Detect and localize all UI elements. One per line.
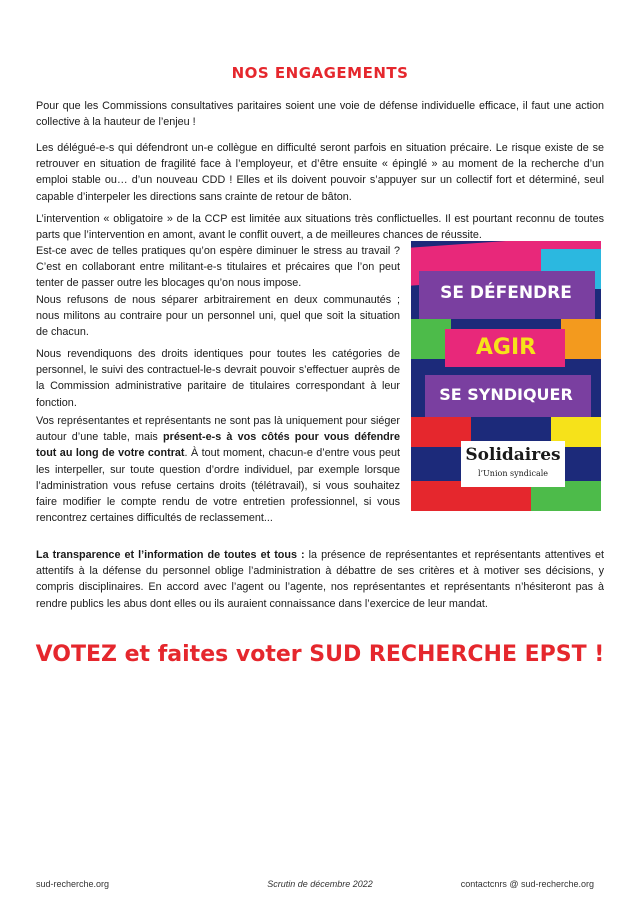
paragraph-intro: Pour que les Commissions consultatives paritaires soient une voie de défense individuelle efficace, il faut une action collective à la hauteur de l’enjeu ! [36, 100, 604, 129]
vote-call-to-action: VOTEZ et faites voter SUD RECHERCHE EPST ! [35, 642, 605, 667]
transparency-heading: La transparence et l’information de toutes et tous : [36, 549, 305, 561]
representatives-text-end: . À tout moment, chacun-e d’entre vous peut les interpeller, sur toute question d’ordre individuel, par exemple lorsque l’administration vous refuse certains droits (télétravail), si vous souhaitez faire modifier le compte rendu de votre entretien professionnel, si vous rencontrez certaines difficultés de reclassement... [36, 447, 400, 525]
footer-ballot-date: Scrutin de décembre 2022 [267, 879, 373, 889]
logo-title: Solidaires [465, 445, 561, 465]
logo-subtitle: l’Union syndicale [477, 469, 549, 478]
paragraph-ccp: L’intervention « obligatoire » de la CCP est limitée aux situations très conflictuelles. Il est pourtant reconnu de toutes parts que l’intervention en amont, avant le conflit ouvert, a de meilleures chances de réussite. [36, 213, 604, 242]
footer-website: sud-recherche.org [36, 879, 110, 889]
transparency-text: la présence de représentantes et représentants attentives et attentifs à la défense du personnel oblige l’administration à débattre de ses critères et à motiver ses décisions, y compris disciplinaires. En accord avec l’agent ou l’agente, nos représentantes et représentants n’hésiteront pas à rendre publics les abus dont elles ou ils auraient connaissance dans l’exercice de leur mandat. [36, 549, 604, 610]
paragraph-stress: Est-ce avec de telles pratiques qu’on espère diminuer le stress au travail ? C’est en collaborant entre militant-e-s titulaires et précaires que l’on peut tenter de passer outre les blocages qu’on nous impose. [36, 245, 400, 290]
paragraph-delegates: Les délégué-e-s qui défendront un-e collègue en difficulté seront parfois en situation précaire. Le risque existe de se retrouver en situation de fragilité face à l’employeur, et d’être ensuite « épinglé » au moment de la recherche d’un emploi stable ou… d’un nouveau CDD ! Elles et ils doivent pouvoir s’appuyer sur un collectif fort et déterminé, seul capable d’interpeler les directions sans crainte de retour de bâton. [36, 142, 604, 203]
paragraph-unity: Nous refusons de nous séparer arbitrairement en deux communautés ; nous militons au contraire pour un personnel uni, quel que soit la situation de chacun. [36, 294, 400, 339]
poster-line-agir: AGIR [475, 335, 537, 360]
paragraph-transparency [36, 547, 604, 612]
solidaires-poster [411, 241, 601, 511]
representatives-text-bold: présent-e-s à vos côtés pour vous défendre tout au long de votre contrat [36, 431, 400, 460]
page-title: NOS ENGAGEMENTS [231, 64, 409, 82]
poster-line-defendre: SE DÉFENDRE [440, 283, 572, 303]
paragraph-representatives [36, 413, 400, 526]
representatives-text-start: Vos représentantes et représentants ne sont pas là uniquement pour siéger autour d’une table, mais [36, 415, 400, 444]
poster-line-syndiquer: SE SYNDIQUER [439, 385, 573, 404]
solidaires-logo [461, 441, 565, 487]
footer-contact: contactcnrs @ sud-recherche.org [460, 879, 594, 889]
paragraph-rights: Nous revendiquons des droits identiques pour toutes les catégories de personnel, le suivi des contractuel-le-s devrait pouvoir s’effectuer auprès de la Commission administrative paritaire de titulaires correspondant à leur fonction. [36, 348, 400, 409]
